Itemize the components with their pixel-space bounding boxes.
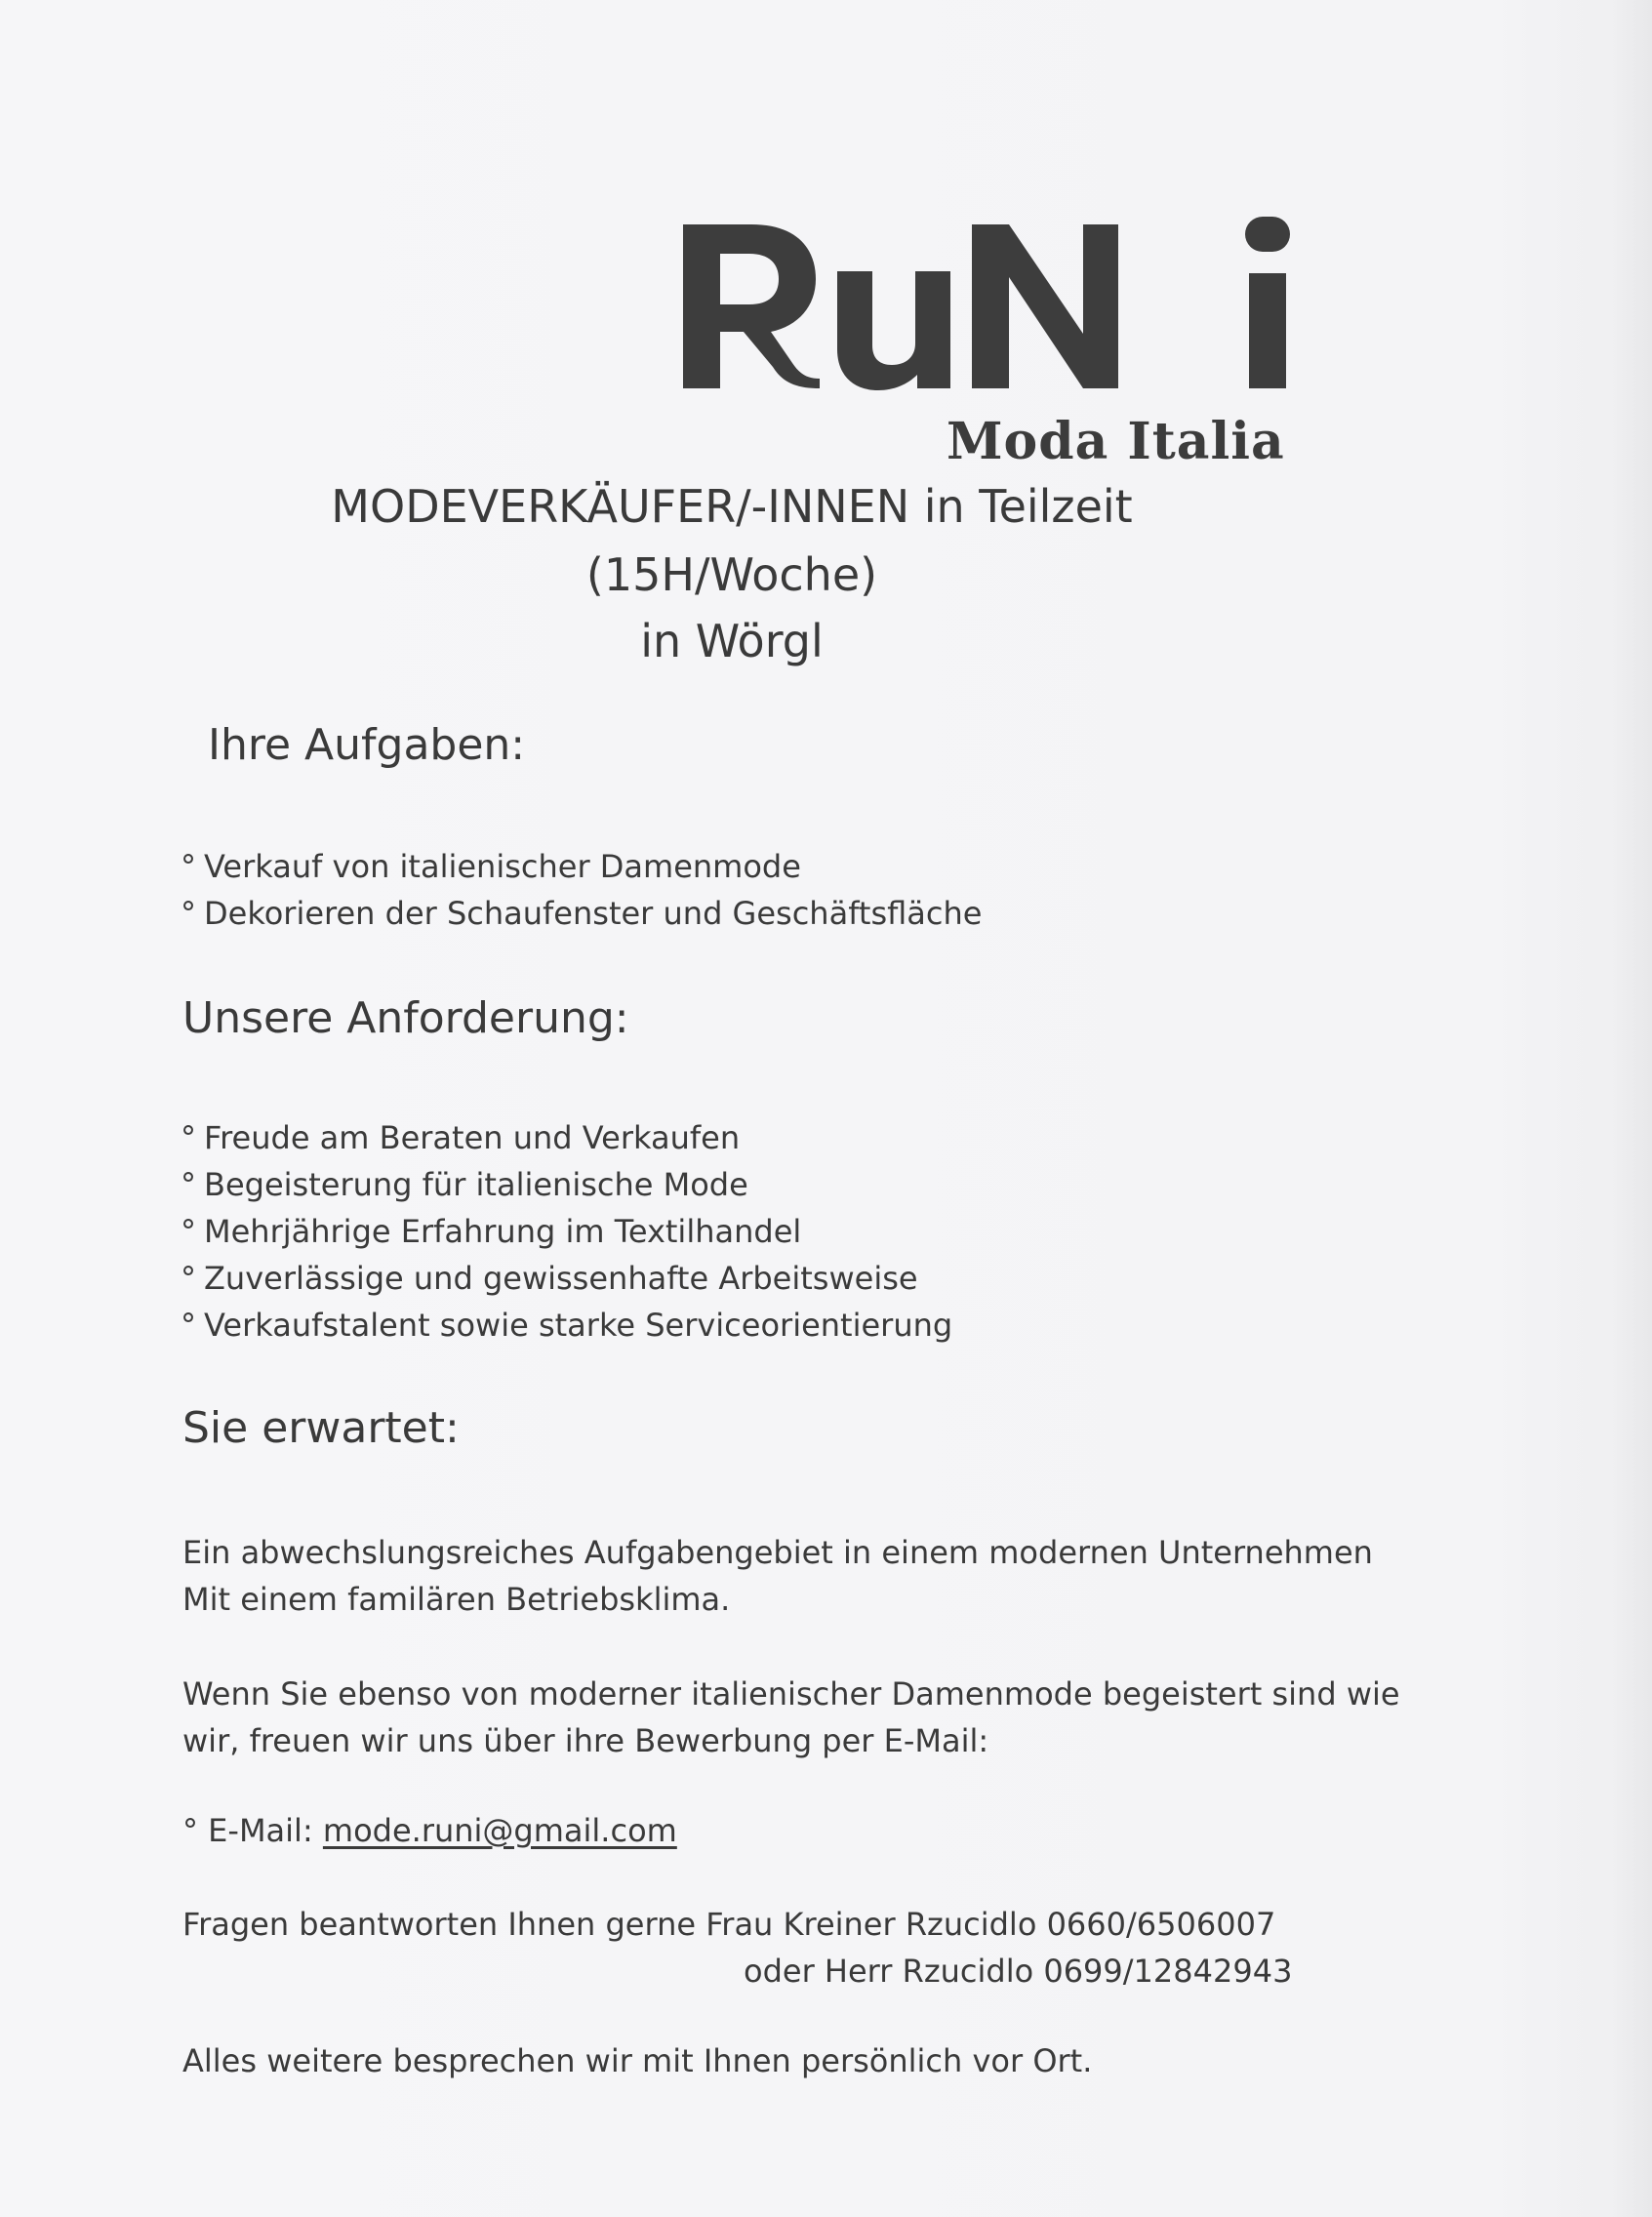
section-title-aufgaben: Ihre Aufgaben: — [208, 720, 526, 770]
list-item: ° Begeisterung für italienische Mode — [181, 1161, 952, 1208]
closing-text: Alles weitere besprechen wir mit Ihnen persönlich vor Ort. — [182, 2042, 1093, 2079]
bullet-icon: ° — [181, 1260, 196, 1297]
list-item: ° Mehrjährige Erfahrung im Textilhandel — [181, 1208, 952, 1255]
list-item: ° Zuverlässige und gewissenhafte Arbeitsweise — [181, 1255, 952, 1302]
section-title-erwartet: Sie erwartet: — [182, 1403, 460, 1453]
bullet-icon: ° — [181, 848, 196, 885]
questions-line-1: Fragen beantworten Ihnen gerne Frau Kreiner Rzucidlo 0660/6506007 — [182, 1906, 1276, 1943]
aufgaben-list — [181, 843, 982, 937]
offer-paragraph — [182, 1529, 1373, 1623]
email-label: E-Mail: — [208, 1812, 313, 1849]
bullet-icon: ° — [181, 1119, 196, 1156]
bullet-icon: ° — [181, 895, 196, 932]
list-item: ° Verkaufstalent sowie starke Serviceorientierung — [181, 1302, 952, 1349]
logo-subtitle: Moda Italia — [947, 412, 1285, 471]
list-item: ° Verkauf von italienischer Damenmode — [181, 843, 982, 890]
bullet-icon: ° — [181, 1166, 196, 1203]
email-row — [182, 1807, 677, 1854]
list-item: ° Freude am Beraten und Verkaufen — [181, 1114, 952, 1161]
offer-line-1: Ein abwechslungsreiches Aufgabengebiet in einem modernen Unternehmen — [182, 1534, 1373, 1571]
bullet-icon: ° — [182, 1812, 198, 1849]
questions-line-2: oder Herr Rzucidlo 0699/12842943 — [744, 1953, 1293, 1990]
bullet-icon: ° — [181, 1213, 196, 1250]
application-paragraph — [182, 1671, 1400, 1764]
offer-line-2: Mit einem familären Betriebsklima. — [182, 1581, 731, 1618]
paper-edge — [1613, 0, 1652, 2217]
bullet-icon: ° — [181, 1307, 196, 1344]
application-line-1: Wenn Sie ebenso von moderner italienischer Damenmode begeistert sind wie — [182, 1675, 1400, 1713]
job-location: in Wörgl — [640, 615, 824, 667]
application-line-2: wir, freuen wir uns über ihre Bewerbung per E-Mail: — [182, 1722, 989, 1759]
section-title-anforderung: Unsere Anforderung: — [182, 993, 629, 1043]
email-link[interactable]: mode.runi@gmail.com — [322, 1812, 677, 1849]
job-hours: (15H/Woche) — [585, 548, 878, 601]
job-title: MODEVERKÄUFER/-INNEN in Teilzeit — [331, 480, 1133, 533]
runi-wordmark-icon — [683, 217, 1308, 412]
anforderung-list — [181, 1114, 952, 1349]
list-item: ° Dekorieren der Schaufenster und Geschäftsfläche — [181, 890, 982, 937]
